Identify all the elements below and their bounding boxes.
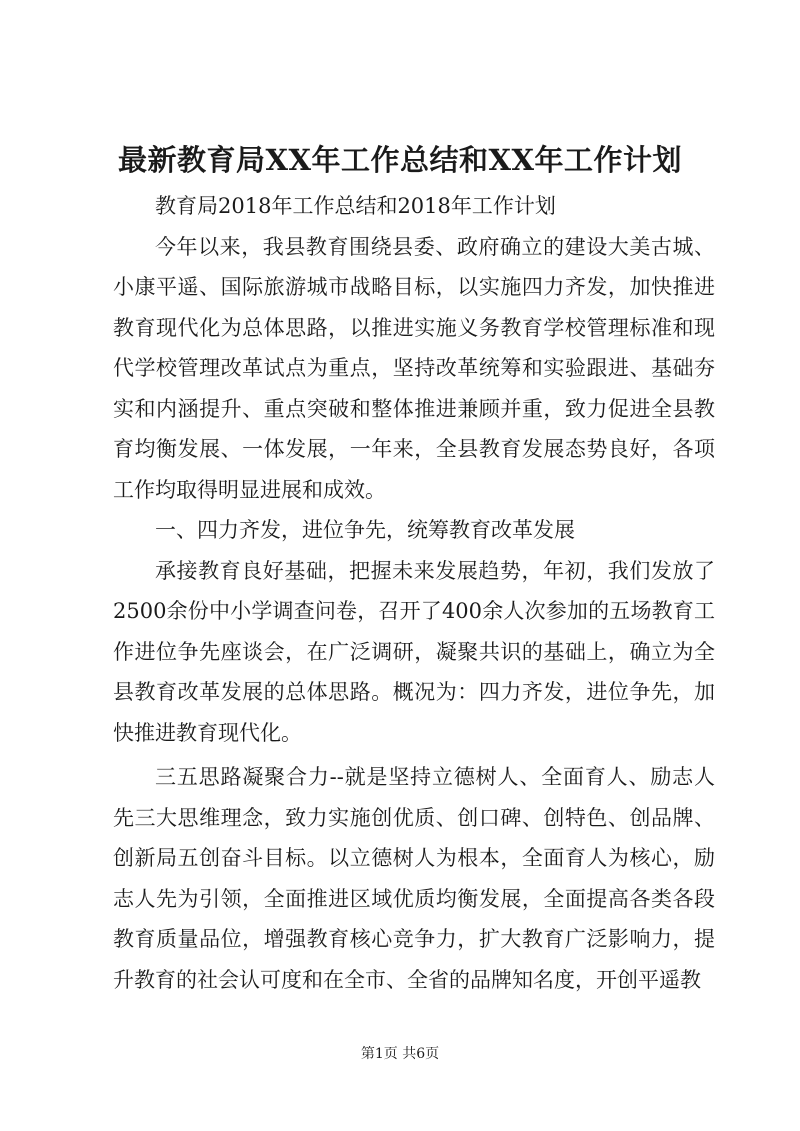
- body-paragraph: 今年以来，我县教育围绕县委、政府确立的建设大美古城、小康平遥、国际旅游城市战略目标，以实施四力齐发，加快推进教育现代化为总体思路，以推进实施义务教育学校管理标准和现代学校管理改革试点为重点，坚持改革统筹和实验跟进、基础夯实和内涵提升、重点突破和整体推进兼顾并重，致力促进全县教育均衡发展、一体发展，一年来，全县教育发展态势良好，各项工作均取得明显进展和成效。: [113, 234, 715, 502]
- document-body: [113, 186, 715, 1000]
- page-footer: 第1页 共6页: [360, 1046, 440, 1062]
- body-paragraph: 三五思路凝聚合力--就是坚持立德树人、全面育人、励志人先三大思维理念，致力实施创优质、创口碑、创特色、创品牌、创新局五创奋斗目标。以立德树人为根本，全面育人为核心，励志人先为引领，全面推进区域优质均衡发展，全面提高各类各段教育质量品位，增强教育核心竞争力，扩大教育广泛影响力，提升教育的社会认可度和在全市、全省的品牌知名度，开创平遥教: [113, 765, 715, 992]
- body-paragraph: 承接教育良好基础，把握未来发展趋势，年初，我们发放了2500余份中小学调查问卷，召开了400余人次参加的五场教育工作进位争先座谈会，在广泛调研，凝聚共识的基础上，确立为全县教育改革发展的总体思路。概况为：四力齐发，进位争先，加快推进教育现代化。: [113, 558, 715, 745]
- subtitle-paragraph: 教育局2018年工作总结和2018年工作计划: [155, 194, 556, 218]
- document-title: 最新教育局XX年工作总结和XX年工作计划: [117, 143, 682, 177]
- section-heading: 一、四力齐发，进位争先，统筹教育改革发展: [155, 518, 575, 542]
